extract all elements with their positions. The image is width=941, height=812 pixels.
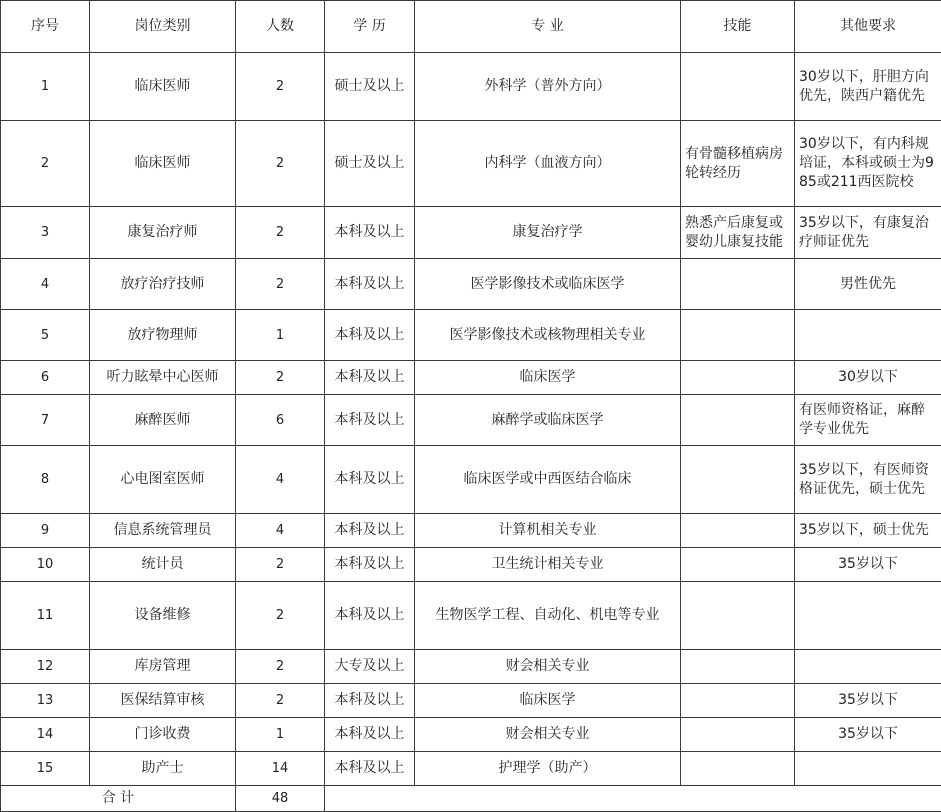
- row-education: 本科及以上: [325, 259, 415, 310]
- row-major: 财会相关专业: [415, 650, 681, 684]
- row-education: 硕士及以上: [325, 53, 415, 121]
- row-skill: 有骨髓移植病房轮转经历: [681, 121, 795, 207]
- header-other: 其他要求: [795, 1, 941, 53]
- row-count: 1: [236, 718, 325, 752]
- table-row: [1, 514, 941, 548]
- row-skill: [681, 446, 795, 514]
- row-major: 康复治疗学: [415, 207, 681, 259]
- row-count: 14: [236, 752, 325, 786]
- row-education: 硕士及以上: [325, 121, 415, 207]
- header-skill: 技能: [681, 1, 795, 53]
- row-major: 医学影像技术或临床医学: [415, 259, 681, 310]
- row-education: 本科及以上: [325, 582, 415, 650]
- row-education: 本科及以上: [325, 207, 415, 259]
- row-count: 2: [236, 582, 325, 650]
- row-no: 12: [1, 650, 90, 684]
- row-no: 7: [1, 395, 90, 446]
- row-skill: [681, 684, 795, 718]
- header-post: 岗位类别: [90, 1, 236, 53]
- table-row: [1, 207, 941, 259]
- row-other: 有医师资格证，麻醉学专业优先: [795, 395, 941, 446]
- total-label: 合 计: [1, 786, 236, 812]
- header-count: 人数: [236, 1, 325, 53]
- header-row: [1, 1, 941, 53]
- row-major: 生物医学工程、自动化、机电等专业: [415, 582, 681, 650]
- row-major: 麻醉学或临床医学: [415, 395, 681, 446]
- total-count: 48: [236, 786, 325, 812]
- row-education: 本科及以上: [325, 310, 415, 361]
- row-other: 30岁以下，有内科规培证，本科或硕士为985或211西医院校: [795, 121, 941, 207]
- row-count: 6: [236, 395, 325, 446]
- row-major: 外科学（普外方向）: [415, 53, 681, 121]
- row-major: 卫生统计相关专业: [415, 548, 681, 582]
- row-no: 15: [1, 752, 90, 786]
- row-major: 临床医学: [415, 684, 681, 718]
- table-row: [1, 53, 941, 121]
- row-count: 2: [236, 684, 325, 718]
- header-major: 专 业: [415, 1, 681, 53]
- total-row: [1, 786, 941, 812]
- row-count: 4: [236, 446, 325, 514]
- table-row: [1, 446, 941, 514]
- row-other: 35岁以下: [795, 548, 941, 582]
- row-post: 临床医师: [90, 53, 236, 121]
- row-skill: [681, 752, 795, 786]
- row-education: 本科及以上: [325, 361, 415, 395]
- row-other: [795, 752, 941, 786]
- row-education: 本科及以上: [325, 684, 415, 718]
- row-no: 13: [1, 684, 90, 718]
- row-count: 2: [236, 259, 325, 310]
- row-post: 库房管理: [90, 650, 236, 684]
- row-count: 4: [236, 514, 325, 548]
- row-education: 本科及以上: [325, 548, 415, 582]
- row-education: 本科及以上: [325, 514, 415, 548]
- row-post: 放疗物理师: [90, 310, 236, 361]
- row-skill: [681, 718, 795, 752]
- row-no: 4: [1, 259, 90, 310]
- row-education: 本科及以上: [325, 752, 415, 786]
- row-count: 2: [236, 53, 325, 121]
- row-count: 2: [236, 207, 325, 259]
- row-post: 设备维修: [90, 582, 236, 650]
- row-major: 财会相关专业: [415, 718, 681, 752]
- header-education: 学 历: [325, 1, 415, 53]
- table-row: [1, 259, 941, 310]
- row-major: 临床医学或中西医结合临床: [415, 446, 681, 514]
- row-skill: [681, 361, 795, 395]
- row-other: 35岁以下: [795, 718, 941, 752]
- row-post: 门诊收费: [90, 718, 236, 752]
- row-other: 35岁以下，有医师资格证优先，硕士优先: [795, 446, 941, 514]
- row-post: 临床医师: [90, 121, 236, 207]
- header-no: 序号: [1, 1, 90, 53]
- row-count: 2: [236, 121, 325, 207]
- row-other: [795, 310, 941, 361]
- row-no: 10: [1, 548, 90, 582]
- row-post: 听力眩晕中心医师: [90, 361, 236, 395]
- row-skill: [681, 514, 795, 548]
- row-no: 14: [1, 718, 90, 752]
- row-major: 内科学（血液方向）: [415, 121, 681, 207]
- row-major: 医学影像技术或核物理相关专业: [415, 310, 681, 361]
- row-other: 30岁以下，肝胆方向优先，陕西户籍优先: [795, 53, 941, 121]
- row-post: 康复治疗师: [90, 207, 236, 259]
- row-post: 麻醉医师: [90, 395, 236, 446]
- row-skill: [681, 650, 795, 684]
- row-no: 5: [1, 310, 90, 361]
- table-row: [1, 650, 941, 684]
- row-other: 男性优先: [795, 259, 941, 310]
- row-other: [795, 650, 941, 684]
- table-row: [1, 718, 941, 752]
- row-count: 2: [236, 650, 325, 684]
- row-no: 11: [1, 582, 90, 650]
- row-education: 大专及以上: [325, 650, 415, 684]
- row-education: 本科及以上: [325, 446, 415, 514]
- row-no: 8: [1, 446, 90, 514]
- table-row: [1, 752, 941, 786]
- table-row: [1, 310, 941, 361]
- row-no: 9: [1, 514, 90, 548]
- row-skill: [681, 53, 795, 121]
- row-post: 信息系统管理员: [90, 514, 236, 548]
- row-skill: [681, 259, 795, 310]
- row-major: 护理学（助产）: [415, 752, 681, 786]
- row-other: 35岁以下，硕士优先: [795, 514, 941, 548]
- table-row: [1, 582, 941, 650]
- row-no: 6: [1, 361, 90, 395]
- row-major: 临床医学: [415, 361, 681, 395]
- row-post: 助产士: [90, 752, 236, 786]
- row-post: 放疗治疗技师: [90, 259, 236, 310]
- row-skill: [681, 310, 795, 361]
- row-other: 35岁以下，有康复治疗师证优先: [795, 207, 941, 259]
- row-count: 2: [236, 548, 325, 582]
- row-count: 1: [236, 310, 325, 361]
- row-skill: 熟悉产后康复或婴幼儿康复技能: [681, 207, 795, 259]
- row-no: 2: [1, 121, 90, 207]
- row-education: 本科及以上: [325, 718, 415, 752]
- row-no: 1: [1, 53, 90, 121]
- row-post: 统计员: [90, 548, 236, 582]
- row-skill: [681, 582, 795, 650]
- table-row: [1, 361, 941, 395]
- table-row: [1, 121, 941, 207]
- row-post: 心电图室医师: [90, 446, 236, 514]
- row-skill: [681, 395, 795, 446]
- row-skill: [681, 548, 795, 582]
- row-no: 3: [1, 207, 90, 259]
- row-other: [795, 582, 941, 650]
- row-other: 35岁以下: [795, 684, 941, 718]
- table-row: [1, 395, 941, 446]
- table-row: [1, 684, 941, 718]
- row-major: 计算机相关专业: [415, 514, 681, 548]
- row-post: 医保结算审核: [90, 684, 236, 718]
- row-count: 2: [236, 361, 325, 395]
- table-row: [1, 548, 941, 582]
- total-blank: [325, 786, 941, 812]
- row-other: 30岁以下: [795, 361, 941, 395]
- row-education: 本科及以上: [325, 395, 415, 446]
